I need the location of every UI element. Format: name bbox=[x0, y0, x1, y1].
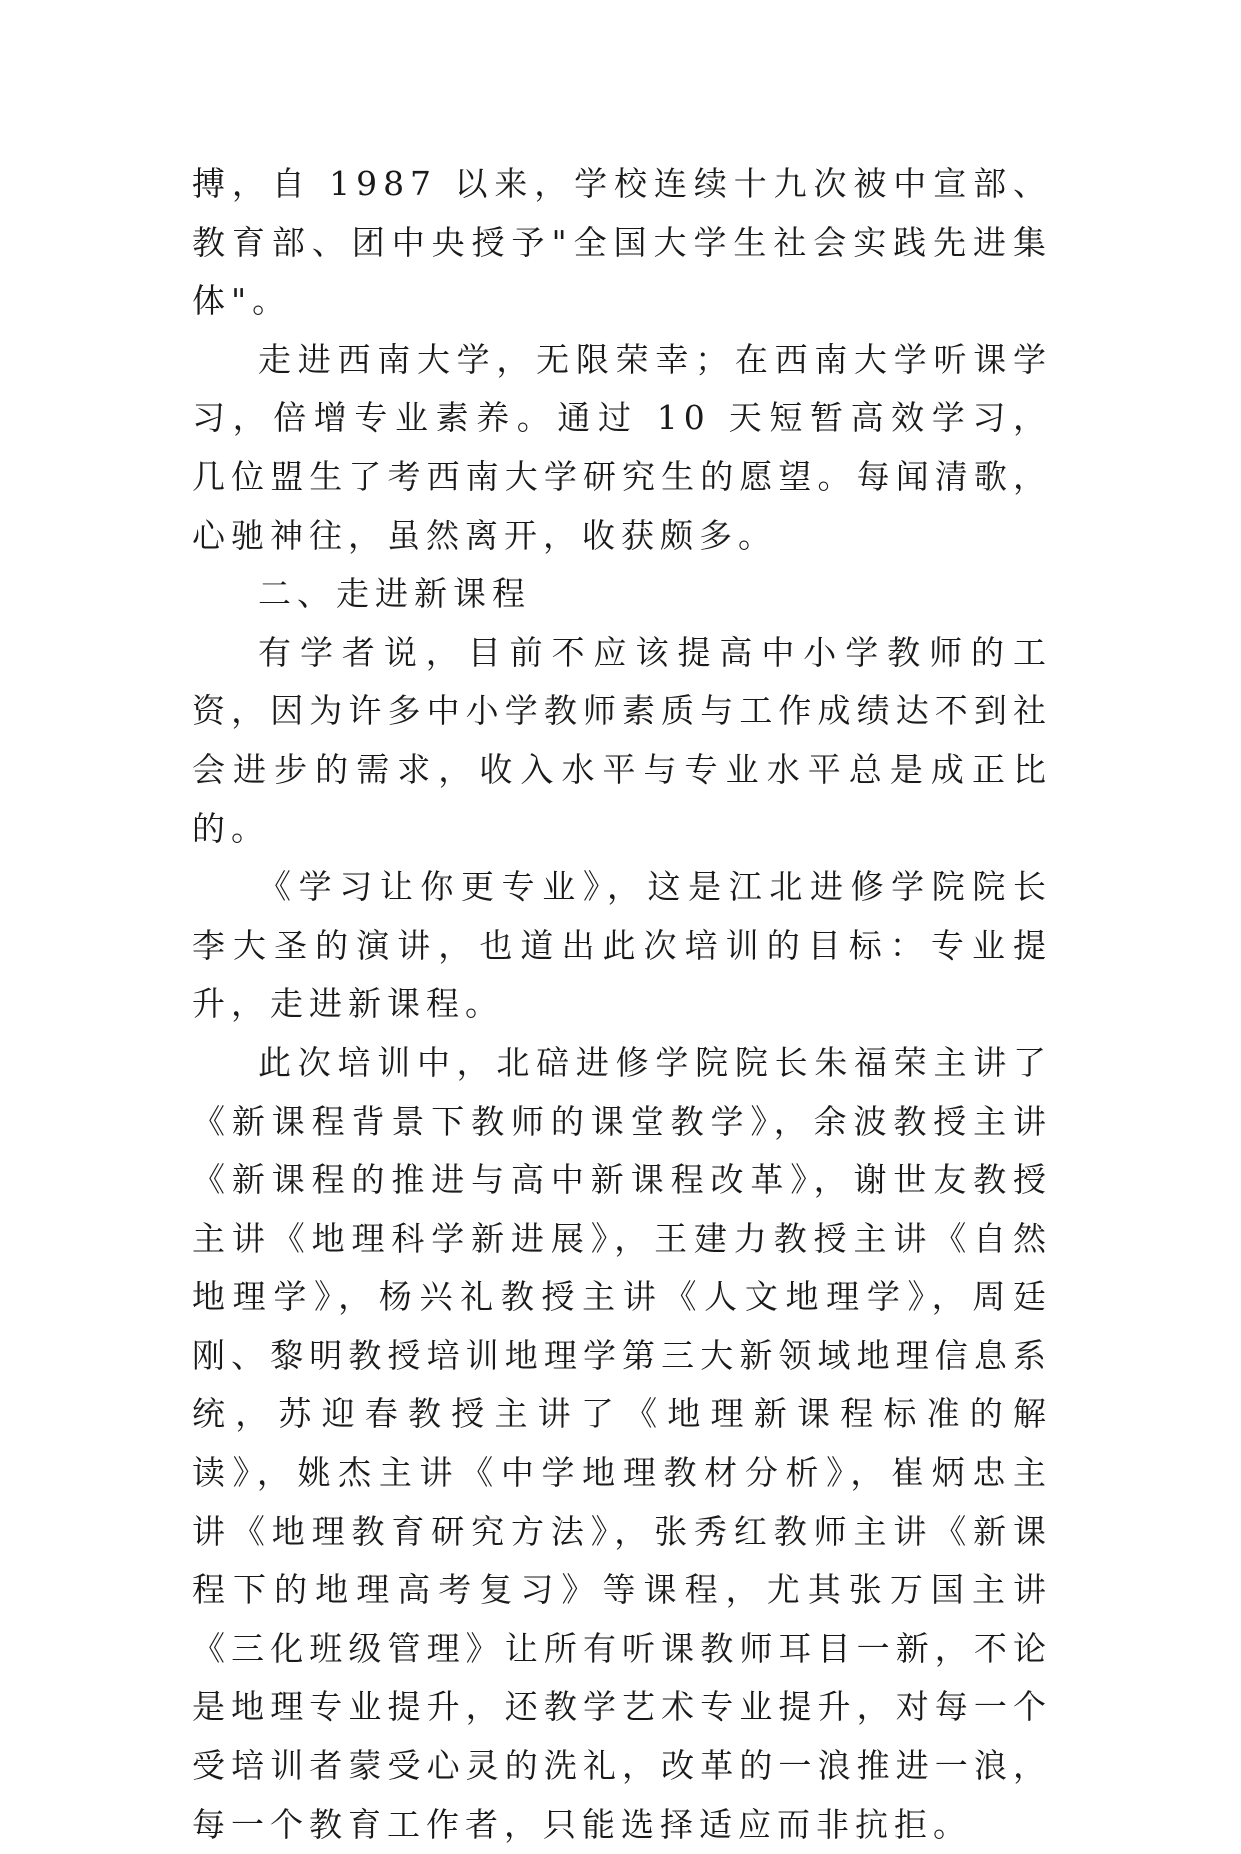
paragraph-xinan-university: 走进西南大学，无限荣幸；在西南大学听课学习，倍增专业素养。通过 10 天短暂高效学习，几位盟生了考西南大学研究生的愿望。每闻清歌，心驰神往，虽然离开，收获颇多。 bbox=[192, 339, 1052, 555]
paragraph-training-courses: 此次培训中，北碚进修学院院长朱福荣主讲了《新课程背景下教师的课堂教学》，余波教授主讲《新课程的推进与高中新课程改革》，谢世友教授主讲《地理科学新进展》，王建力教授主讲《自然地理学》，杨兴礼教授主讲《人文地理学》，周廷刚、黎明教授培训地理学第三大新领域地理信息系统，苏迎春教授主讲了《地理新课程标准的解读》，姚杰主讲《中学地理教材分析》，崔炳忠主讲《地理教育研究方法》，张秀红教师主讲《新课程下的地理高考复习》等课程，尤其张万国主讲《三化班级管理》让所有听课教师耳目一新，不论是地理专业提升，还教学艺术专业提升，对每一个受培训者蒙受心灵的洗礼，改革的一浪推进一浪，每一个教育工作者，只能选择适应而非抗拒。 bbox=[192, 1042, 1052, 1844]
document-body bbox=[192, 155, 1052, 1854]
paragraph-teacher-salary: 有学者说，目前不应该提高中小学教师的工资，因为许多中小学教师素质与工作成绩达不到社会进步的需求，收入水平与专业水平总是成正比的。 bbox=[192, 632, 1052, 848]
section-heading-new-curriculum: 二、走进新课程 bbox=[258, 574, 531, 614]
paragraph-learning-professional: 《学习让你更专业》，这是江北进修学院院长李大圣的演讲，也道出此次培训的目标：专业提升，走进新课程。 bbox=[192, 867, 1052, 1024]
paragraph-continuation: 搏，自 1987 以来，学校连续十九次被中宣部、教育部、团中央授予"全国大学生社会实践先进集体"。 bbox=[192, 164, 1052, 321]
